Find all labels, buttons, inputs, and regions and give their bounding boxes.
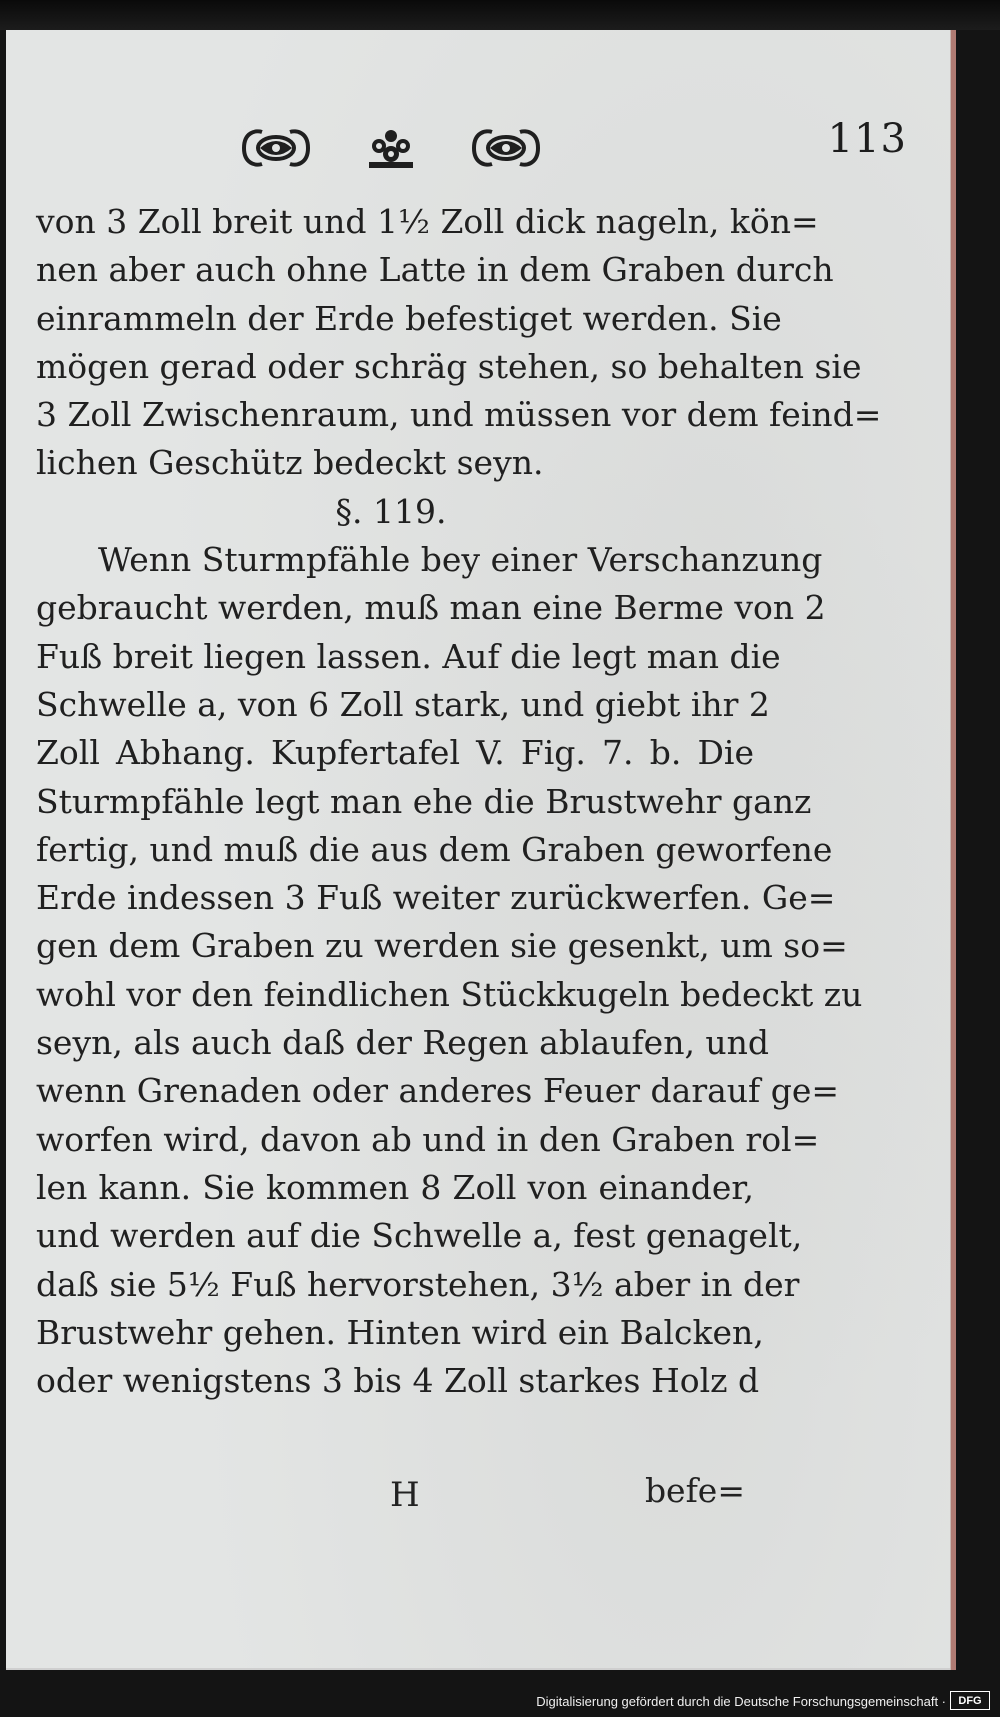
- text-line: Brustwehr gehen. Hinten wird ein Balcken,: [36, 1312, 764, 1352]
- text-line: gen dem Graben zu werden sie gesenkt, um so=: [36, 926, 848, 966]
- text-line: einrammeln der Erde befestiget werden. Sie: [36, 298, 782, 338]
- signature-mark: H: [390, 1475, 420, 1515]
- text-line: wenn Grenaden oder anderes Feuer darauf ge=: [36, 1071, 840, 1111]
- text-line: oder wenigstens 3 bis 4 Zoll starkes Holz d: [36, 1361, 760, 1401]
- text-line: mögen gerad oder schräg stehen, so behalten sie: [36, 346, 862, 386]
- text-line: von 3 Zoll breit und 1½ Zoll dick nageln, kön=: [36, 202, 819, 241]
- text-line: fertig, und muß die aus dem Graben geworfene: [36, 829, 833, 869]
- catchword: befe=: [644, 1471, 745, 1510]
- text-line: lichen Geschütz bedeckt seyn.: [36, 443, 544, 483]
- text-line: daß sie 5½ Fuß hervorstehen, 3½ aber in der: [36, 1264, 800, 1304]
- header-ornament: [236, 122, 546, 174]
- page-edge: [951, 30, 956, 1670]
- text-line: wohl vor den feindlichen Stückkugeln bedeckt zu: [36, 974, 863, 1014]
- page-number: 113: [827, 116, 907, 162]
- ornament-center-icon: [361, 124, 421, 172]
- text-line: nen aber auch ohne Latte in dem Graben durch: [36, 250, 834, 290]
- ornament-left-icon: [236, 124, 316, 172]
- ornament-right-icon: [466, 124, 546, 172]
- text-line: gebraucht werden, muß man eine Berme von 2: [36, 588, 826, 628]
- funding-credit: Digitalisierung gefördert durch die Deutsche Forschungsgemeinschaft ·: [536, 1694, 946, 1709]
- text-line: Fuß breit liegen lassen. Auf die legt man die: [36, 636, 781, 676]
- scan-footer: [0, 1672, 1000, 1717]
- text-line: Zoll Abhang. Kupfertafel V. Fig. 7. b. Die: [36, 733, 754, 773]
- text-line: 3 Zoll Zwischenraum, und müssen vor dem feind=: [36, 395, 882, 435]
- text-line: worfen wird, davon ab und in den Graben rol=: [36, 1119, 820, 1159]
- text-line: Schwelle a, von 6 Zoll stark, und giebt ihr 2: [36, 684, 770, 724]
- body-text: [36, 198, 882, 1405]
- text-line: und werden auf die Schwelle a, fest genagelt,: [36, 1216, 803, 1256]
- text-line: len kann. Sie kommen 8 Zoll von einander,: [36, 1167, 754, 1207]
- text-line: Erde indessen 3 Fuß weiter zurückwerfen. Ge=: [36, 878, 836, 918]
- text-line: seyn, als auch daß der Regen ablaufen, und: [36, 1023, 770, 1063]
- scan-border-top: [0, 0, 1000, 30]
- page-header: [6, 112, 953, 182]
- text-line: Sturmpfähle legt man ehe die Brustwehr ganz: [36, 781, 812, 821]
- dfg-logo: DFG: [950, 1691, 990, 1710]
- section-heading: §. 119.: [335, 491, 447, 531]
- book-page: [6, 30, 953, 1670]
- text-line: Wenn Sturmpfähle bey einer Verschanzung: [98, 540, 823, 580]
